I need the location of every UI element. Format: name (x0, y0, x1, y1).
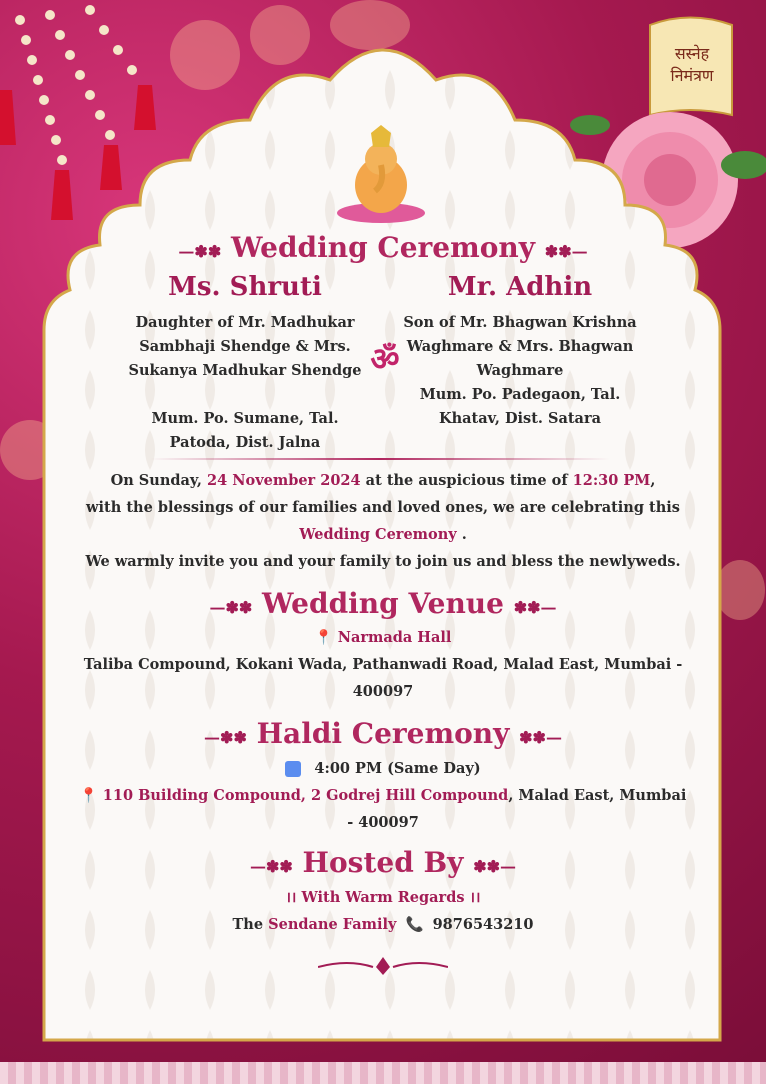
host-phone: 9876543210 (432, 916, 534, 933)
bride-parents-line: Daughter of Mr. Madhukar (135, 314, 355, 331)
groom-address-line: Khatav, Dist. Satara (438, 410, 601, 427)
venue-hall-line (0, 625, 766, 651)
haldi-time: 4:00 PM (314, 760, 382, 777)
groom-address (395, 383, 645, 431)
wedding-ceremony-title (0, 231, 766, 264)
bride-parents-line: Sambhaji Shendge & Mrs. (139, 338, 351, 355)
ornament-left: —✽✽ (249, 857, 293, 876)
invitation-time: 12:30 PM (572, 472, 651, 489)
invitation-line-2: with the blessings of our families and loved ones, we are celebrating this (86, 499, 680, 516)
invitation-event: Wedding Ceremony (299, 526, 457, 543)
haldi-note: (Same Day) (387, 760, 481, 777)
location-pin-icon: 📍 (314, 629, 333, 646)
hosted-title-text: Hosted By (302, 846, 464, 879)
groom-name: Mr. Adhin (447, 272, 593, 302)
venue-address-line-1: Taliba Compound, Kokani Wada, Pathanwadi Road, Malad East, Mumbai - (83, 656, 683, 673)
invitation-mid: at the auspicious time of (365, 472, 568, 489)
haldi-time-line (0, 756, 766, 782)
haldi-ceremony-title (0, 717, 766, 750)
bride-parents-line: Sukanya Madhukar Shendge (128, 362, 362, 379)
venue-address-line-2: 400097 (352, 683, 414, 700)
ornament-left: —✽✽ (204, 728, 247, 747)
bride-parents (120, 311, 370, 383)
invitation-event-suffix: . (461, 526, 467, 543)
phone-icon: 📞 (405, 916, 424, 933)
warm-regards: ।। With Warm Regards ।। (285, 889, 481, 906)
ornament-right: ✽✽— (513, 598, 557, 617)
invitation-prefix: On Sunday, (110, 472, 202, 489)
divider (150, 458, 610, 460)
host-family: Sendane Family (268, 916, 397, 933)
invitation-line-4: We warmly invite you and your family to join us and bless the newlyweds. (85, 553, 681, 570)
haldi-title-text: Haldi Ceremony (256, 717, 510, 750)
haldi-place-line-2: - 400097 (347, 814, 419, 831)
venue-title-text: Wedding Venue (262, 587, 504, 620)
hosted-by-title (0, 846, 766, 879)
host-the: The (232, 916, 264, 933)
groom-parents-line: Waghmare (476, 362, 564, 379)
bride-address (120, 407, 370, 455)
ornament-right: ✽✽— (519, 728, 562, 747)
venue-hall: Narmada Hall (337, 629, 452, 646)
ornament-right: ✽✽— (544, 242, 588, 261)
invitation-line-1 (0, 468, 766, 494)
stamp-text: सस्नेह निमंत्रण (670, 44, 714, 85)
host-line (0, 912, 766, 938)
invitation-suffix: , (650, 472, 656, 489)
groom-address-line: Mum. Po. Padegaon, Tal. (419, 386, 621, 403)
haldi-place-highlight: 110 Building Compound, 2 Godrej Hill Compound (102, 787, 509, 804)
calendar-icon (285, 761, 301, 777)
groom-parents-line: Waghmare & Mrs. Bhagwan (406, 338, 634, 355)
ornament-right: ✽✽— (473, 857, 517, 876)
groom-parents-line: Son of Mr. Bhagwan Krishna (403, 314, 637, 331)
bride-name: Ms. Shruti (168, 272, 322, 302)
wedding-venue-title (0, 587, 766, 620)
location-pin-icon: 📍 (79, 787, 98, 804)
bride-address-line: Mum. Po. Sumane, Tal. (151, 410, 339, 427)
invitation-line-3 (0, 522, 766, 548)
invitation-date: 24 November 2024 (207, 472, 361, 489)
haldi-place-rest: , Malad East, Mumbai (508, 787, 687, 804)
groom-parents (395, 311, 645, 383)
ornament-left: —✽✽ (209, 598, 253, 617)
bride-address-line: Patoda, Dist. Jalna (169, 434, 321, 451)
ganesha-icon (333, 125, 429, 225)
flourish-divider-icon (318, 955, 448, 977)
om-icon: ॐ (370, 340, 400, 378)
haldi-place-line-1 (0, 783, 766, 809)
title-text: Wedding Ceremony (230, 231, 536, 264)
lace-border (0, 1062, 766, 1084)
ornament-left: —✽✽ (178, 242, 222, 261)
